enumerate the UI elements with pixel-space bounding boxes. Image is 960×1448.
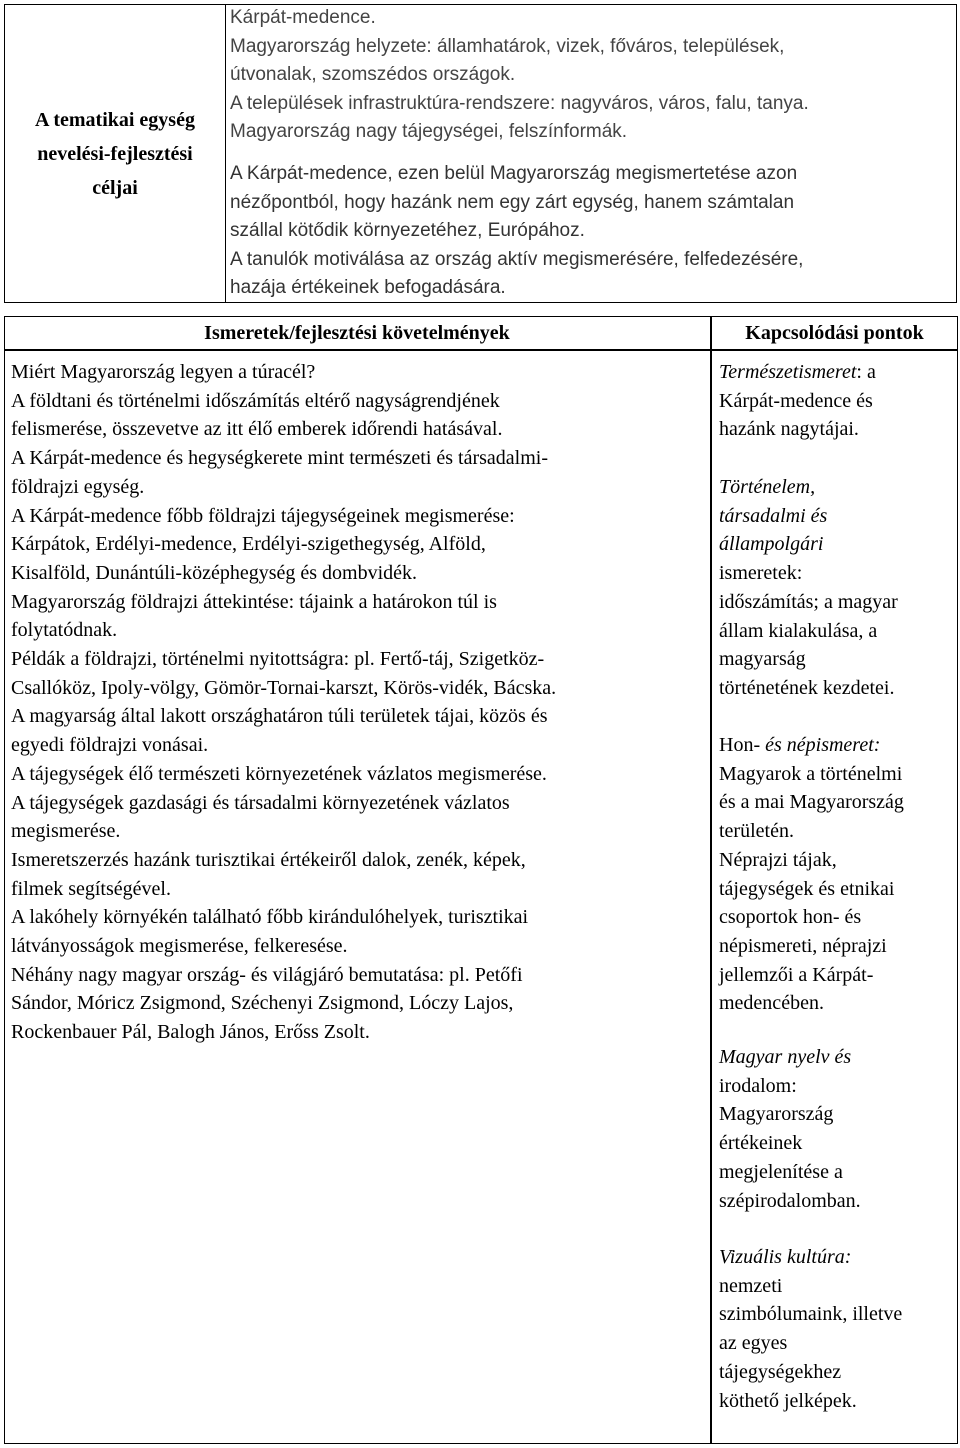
requirements-list bbox=[11, 358, 556, 1047]
goals-label-line: céljai bbox=[92, 176, 138, 199]
subject-title: és népismeret: bbox=[760, 734, 881, 756]
subject-suffix: : a bbox=[856, 361, 876, 383]
connection-line: medencében. bbox=[719, 992, 824, 1015]
connection-line: magyarság bbox=[719, 648, 806, 671]
requirement-line: A Kárpát-medence és hegységkerete mint természeti és társadalmi- bbox=[11, 447, 548, 470]
requirement-line: A Kárpát-medence főbb földrajzi tájegységeinek megismerése: bbox=[11, 504, 515, 527]
connection-line: ismeretek: bbox=[719, 562, 803, 585]
connection-magyar-nyelv bbox=[719, 1043, 861, 1215]
goals-line: A tanulók motiválása az ország aktív megismerésére, felfedezésére, bbox=[230, 248, 804, 270]
connection-line: időszámítás; a magyar bbox=[719, 590, 898, 613]
connection-line: területén. bbox=[719, 820, 794, 843]
requirement-line: földrajzi egység. bbox=[11, 475, 145, 498]
requirement-line: egyedi földrajzi vonásai. bbox=[11, 734, 209, 757]
goals-line: szállal kötődik környezetéhez, Európához. bbox=[230, 220, 585, 241]
requirement-line: Kisalföld, Dunántúli-középhegység és dombvidék. bbox=[11, 561, 418, 584]
connection-line: megjelenítése a bbox=[719, 1160, 843, 1183]
goals-block bbox=[230, 160, 803, 303]
connection-line: szimbólumaink, illetve bbox=[719, 1303, 903, 1326]
requirement-line: Példák a földrajzi, történelmi nyitottságra: pl. Fertő-táj, Szigetköz- bbox=[11, 648, 545, 671]
connection-line: Magyarok a történelmi bbox=[719, 762, 903, 785]
content-line: Magyarország nagy tájegységei, felszínformák. bbox=[230, 121, 628, 142]
goals-label-line: nevelési-fejlesztési bbox=[37, 142, 193, 165]
subject-title: Magyar nyelv és bbox=[719, 1046, 852, 1068]
content-block bbox=[230, 4, 809, 147]
connection-line: irodalom: bbox=[719, 1074, 797, 1097]
goals-label bbox=[35, 103, 195, 205]
requirement-line: A tájegységek gazdasági és társadalmi környezetének vázlatos bbox=[11, 791, 510, 814]
connection-line: értékeinek bbox=[719, 1132, 803, 1155]
requirement-line: megismerése. bbox=[11, 820, 121, 843]
requirement-line: Néhány nagy magyar ország- és világjáró bemutatása: pl. Petőfi bbox=[11, 963, 523, 986]
requirement-line: látványosságok megismerése, felkeresése. bbox=[11, 935, 348, 958]
requirement-line: Csallóköz, Ipoly-völgy, Gömör-Tornai-karszt, Körös-vidék, Bácska. bbox=[11, 676, 557, 699]
requirement-line: Magyarország földrajzi áttekintése: tájaink a határokon túl is bbox=[11, 590, 497, 613]
content-line: Magyarország helyzete: államhatárok, vizek, főváros, települések, bbox=[230, 35, 785, 57]
connection-line: tájegységek és etnikai bbox=[719, 877, 895, 900]
subject-title: Történelem, bbox=[719, 476, 816, 498]
connection-line: történetének kezdetei. bbox=[719, 676, 895, 699]
connection-line: Kárpát-medence és bbox=[719, 389, 873, 412]
content-line: A települések infrastruktúra-rendszere: nagyváros, város, falu, tanya. bbox=[230, 92, 809, 114]
goals-line: nézőpontból, hogy hazánk nem egy zárt egység, hanem számtalan bbox=[230, 191, 795, 213]
connection-line: nemzeti bbox=[719, 1274, 783, 1297]
connection-line: tájegységekhez bbox=[719, 1360, 842, 1383]
goals-label-cell bbox=[4, 4, 226, 303]
connection-line: jellemzői a Kárpát- bbox=[719, 963, 874, 986]
subject-title: Természetismeret bbox=[719, 361, 857, 383]
connection-line: hazánk nagytájai. bbox=[719, 418, 859, 441]
requirement-line: A magyarság által lakott országhatáron túli területek tájai, közös és bbox=[11, 705, 548, 728]
requirements-header: Ismeretek/fejlesztési követelmények bbox=[204, 322, 510, 344]
content-line: útvonalak, szomszédos országok. bbox=[230, 64, 516, 85]
connection-line: szépirodalomban. bbox=[719, 1189, 861, 1212]
connection-termeszetismeret bbox=[719, 358, 876, 444]
requirement-line: Kárpátok, Erdélyi-medence, Erdélyi-szigethegység, Alföld, bbox=[11, 533, 486, 556]
connection-line: Néprajzi tájak, bbox=[719, 848, 837, 871]
requirement-line: folytatódnak. bbox=[11, 619, 118, 642]
subject-title: Vizuális kultúra: bbox=[719, 1246, 852, 1268]
subject-title: Hon- bbox=[719, 734, 761, 756]
connection-line: népismereti, néprajzi bbox=[719, 934, 887, 957]
requirement-line: A lakóhely környékén található főbb kirándulóhelyek, turisztikai bbox=[11, 906, 529, 929]
connection-line: állam kialakulása, a bbox=[719, 619, 878, 642]
goals-line: A Kárpát-medence, ezen belül Magyarország megismertetése azon bbox=[230, 163, 798, 184]
subject-title: állampolgári bbox=[719, 533, 824, 556]
requirement-line: Ismeretszerzés hazánk turisztikai értékeiről dalok, zenék, képek, bbox=[11, 848, 526, 871]
requirement-line: felismerése, összevetve az itt élő emberek időrendi hatásával. bbox=[11, 418, 503, 441]
goals-label-line: A tematikai egység bbox=[35, 108, 195, 131]
requirement-line: filmek segítségével. bbox=[11, 877, 171, 900]
connection-line: az egyes bbox=[719, 1332, 788, 1355]
connection-line: csoportok hon- és bbox=[719, 906, 862, 929]
requirement-line: A földtani és történelmi időszámítás eltérő nagyságrendjének bbox=[11, 389, 500, 412]
connection-vizualis-kultura bbox=[719, 1243, 902, 1415]
connection-hon-es-nepismeret bbox=[719, 731, 904, 1018]
requirement-line: A tájegységek élő természeti környezetének vázlatos megismerése. bbox=[11, 762, 547, 785]
connection-line: köthető jelképek. bbox=[719, 1389, 857, 1412]
connections-header: Kapcsolódási pontok bbox=[745, 322, 924, 344]
content-line: Kárpát-medence. bbox=[230, 7, 376, 28]
connection-tortenelem bbox=[719, 473, 898, 703]
requirement-line: Rockenbauer Pál, Balogh János, Erőss Zsolt. bbox=[11, 1021, 370, 1044]
goals-line: hazája értékeinek befogadására. bbox=[230, 277, 506, 298]
connection-line: Magyarország bbox=[719, 1103, 834, 1126]
connection-line: és a mai Magyarország bbox=[719, 791, 904, 814]
column-divider bbox=[710, 316, 712, 1444]
requirement-line: Miért Magyarország legyen a túracél? bbox=[11, 361, 316, 383]
requirement-line: Sándor, Móricz Zsigmond, Széchenyi Zsigmond, Lóczy Lajos, bbox=[11, 992, 514, 1015]
subject-title: társadalmi és bbox=[719, 504, 828, 527]
